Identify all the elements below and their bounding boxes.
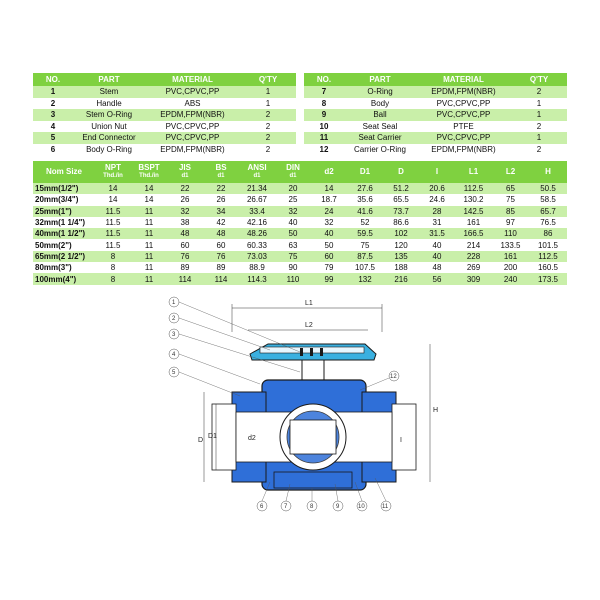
col-qty: Q'TY [240, 73, 296, 86]
cell-d2: 99 [311, 273, 347, 284]
cell-D: 65.5 [383, 194, 419, 205]
dimension-table-header [33, 161, 567, 183]
parts-row [304, 144, 567, 156]
cell-D: 86.6 [383, 217, 419, 228]
cell-nom-size: 65mm(2 1/2") [33, 251, 95, 262]
cell-D: 188 [383, 262, 419, 273]
parts-row [33, 86, 296, 98]
dimension-row [33, 206, 567, 217]
cell-H: 76.5 [529, 217, 567, 228]
dimension-row [33, 273, 567, 284]
cell-jis: 26 [167, 194, 203, 205]
cell-ansi: 26.67 [239, 194, 275, 205]
cell-D1: 41.6 [347, 206, 383, 217]
cell-jis: 38 [167, 217, 203, 228]
cell-L2: 65 [492, 183, 529, 194]
col-L1: L1 [455, 161, 492, 183]
cell-I: 28 [419, 206, 455, 217]
part-qty: 1 [511, 109, 567, 121]
part-qty: 2 [511, 144, 567, 156]
part-no: 4 [33, 121, 73, 133]
cell-D: 216 [383, 273, 419, 284]
cell-D: 135 [383, 251, 419, 262]
callout-1: 1 [172, 300, 176, 306]
cell-L2: 75 [492, 194, 529, 205]
cell-D1: 52 [347, 217, 383, 228]
cell-nom-size: 50mm(2") [33, 239, 95, 250]
cell-L1: 228 [455, 251, 492, 262]
cell-I: 48 [419, 262, 455, 273]
cell-ansi: 48.26 [239, 228, 275, 239]
parts-table-header [33, 73, 296, 86]
cell-bs: 42 [203, 217, 239, 228]
part-material: EPDM,FPM(NBR) [416, 144, 511, 156]
cell-din: 75 [275, 251, 311, 262]
cell-D1: 107.5 [347, 262, 383, 273]
part-material: PVC,CPVC,PP [145, 121, 240, 133]
label-l1: L1 [305, 300, 313, 307]
cell-jis: 89 [167, 262, 203, 273]
cell-din: 25 [275, 194, 311, 205]
col-ansi: ANSI d1 [239, 161, 275, 183]
part-no: 10 [304, 121, 344, 133]
col-no: NO. [33, 73, 73, 86]
cell-L1: 309 [455, 273, 492, 284]
cell-d2: 79 [311, 262, 347, 273]
cell-jis: 114 [167, 273, 203, 284]
part-no: 11 [304, 132, 344, 144]
valve-cross-section-drawing [150, 292, 450, 524]
cell-L2: 200 [492, 262, 529, 273]
cell-din: 110 [275, 273, 311, 284]
cell-D1: 132 [347, 273, 383, 284]
cell-L2: 85 [492, 206, 529, 217]
dimension-row [33, 239, 567, 250]
part-material: ABS [145, 98, 240, 110]
cell-H: 65.7 [529, 206, 567, 217]
cell-jis: 76 [167, 251, 203, 262]
part-name: Union Nut [73, 121, 145, 133]
col-bspt: BSPT Thd./in [131, 161, 167, 183]
dimension-row [33, 183, 567, 194]
cell-bs: 26 [203, 194, 239, 205]
cell-bs: 22 [203, 183, 239, 194]
cell-L1: 112.5 [455, 183, 492, 194]
cell-din: 32 [275, 206, 311, 217]
callout-10: 10 [358, 504, 365, 510]
part-qty: 1 [240, 98, 296, 110]
parts-row [33, 144, 296, 156]
part-material: PVC,CPVC,PP [416, 98, 511, 110]
part-material: PVC,CPVC,PP [145, 86, 240, 98]
cell-ansi: 114.3 [239, 273, 275, 284]
cell-H: 86 [529, 228, 567, 239]
part-qty: 2 [511, 121, 567, 133]
dimension-row [33, 194, 567, 205]
cell-jis: 32 [167, 206, 203, 217]
col-d2: d2 [311, 161, 347, 183]
cell-D: 73.7 [383, 206, 419, 217]
label-i: I [400, 437, 402, 444]
cell-bspt: 11 [131, 251, 167, 262]
cell-L2: 97 [492, 217, 529, 228]
parts-row [33, 109, 296, 121]
cell-nom-size: 100mm(4") [33, 273, 95, 284]
part-no: 12 [304, 144, 344, 156]
cell-d2: 32 [311, 217, 347, 228]
dimension-table [33, 161, 567, 285]
cell-D: 120 [383, 239, 419, 250]
cell-D1: 27.6 [347, 183, 383, 194]
cell-d2: 60 [311, 251, 347, 262]
parts-row [304, 86, 567, 98]
cell-bs: 76 [203, 251, 239, 262]
col-material: MATERIAL [145, 73, 240, 86]
part-material: EPDM,FPM(NBR) [145, 109, 240, 121]
cell-bspt: 11 [131, 228, 167, 239]
cell-bspt: 11 [131, 206, 167, 217]
parts-row [304, 109, 567, 121]
cell-L1: 130.2 [455, 194, 492, 205]
cell-bs: 60 [203, 239, 239, 250]
handle [250, 344, 376, 360]
callout-5: 5 [172, 370, 176, 376]
part-no: 8 [304, 98, 344, 110]
part-no: 3 [33, 109, 73, 121]
cell-ansi: 60.33 [239, 239, 275, 250]
cell-jis: 22 [167, 183, 203, 194]
cell-npt: 11.5 [95, 217, 131, 228]
dimension-l2 [248, 322, 368, 330]
cell-I: 40 [419, 239, 455, 250]
cell-D1: 87.5 [347, 251, 383, 262]
cell-ansi: 42.16 [239, 217, 275, 228]
col-npt: NPT Thd./in [95, 161, 131, 183]
part-no: 5 [33, 132, 73, 144]
dimension-row [33, 217, 567, 228]
part-no: 2 [33, 98, 73, 110]
label-d1-upper: D1 [208, 433, 217, 440]
part-no: 7 [304, 86, 344, 98]
valve-body [212, 380, 416, 490]
cell-npt: 14 [95, 183, 131, 194]
part-no: 1 [33, 86, 73, 98]
cell-ansi: 73.03 [239, 251, 275, 262]
part-material: PVC,CPVC,PP [416, 109, 511, 121]
col-din: DIN d1 [275, 161, 311, 183]
part-name: O-Ring [344, 86, 416, 98]
cell-din: 20 [275, 183, 311, 194]
part-name: Stem O-Ring [73, 109, 145, 121]
dimension-row [33, 262, 567, 273]
cell-D1: 35.6 [347, 194, 383, 205]
cell-jis: 48 [167, 228, 203, 239]
cell-I: 31 [419, 217, 455, 228]
dimension-row [33, 228, 567, 239]
cell-jis: 60 [167, 239, 203, 250]
parts-table-right [304, 73, 567, 155]
cell-bs: 114 [203, 273, 239, 284]
callout-6: 6 [260, 504, 264, 510]
part-material: PVC,CPVC,PP [145, 132, 240, 144]
part-name: Seat Seal [344, 121, 416, 133]
dimension-row [33, 251, 567, 262]
part-qty: 1 [511, 98, 567, 110]
cell-bspt: 11 [131, 262, 167, 273]
parts-row [33, 132, 296, 144]
cell-D: 102 [383, 228, 419, 239]
cell-I: 31.5 [419, 228, 455, 239]
cell-bspt: 11 [131, 273, 167, 284]
part-material: EPDM,FPM(NBR) [416, 86, 511, 98]
callout-4: 4 [172, 352, 176, 358]
parts-table-left [33, 73, 296, 155]
col-nom-size: Nom Size [33, 161, 95, 183]
cell-din: 63 [275, 239, 311, 250]
callout-8: 8 [310, 504, 314, 510]
callout-3: 3 [172, 332, 176, 338]
cell-ansi: 21.34 [239, 183, 275, 194]
col-I: I [419, 161, 455, 183]
parts-table-header [304, 73, 567, 86]
part-name: Ball [344, 109, 416, 121]
parts-row [33, 121, 296, 133]
cell-H: 50.5 [529, 183, 567, 194]
cell-nom-size: 32mm(1 1/4") [33, 217, 95, 228]
col-D1: D1 [347, 161, 383, 183]
cell-d2: 50 [311, 239, 347, 250]
cell-d2: 14 [311, 183, 347, 194]
col-D: D [383, 161, 419, 183]
cell-bspt: 11 [131, 217, 167, 228]
col-L2: L2 [492, 161, 529, 183]
part-no: 6 [33, 144, 73, 156]
cell-npt: 11.5 [95, 239, 131, 250]
label-d2: d2 [248, 435, 256, 442]
part-qty: 1 [240, 86, 296, 98]
cell-I: 20.6 [419, 183, 455, 194]
cell-L2: 161 [492, 251, 529, 262]
cell-H: 160.5 [529, 262, 567, 273]
cell-H: 112.5 [529, 251, 567, 262]
part-material: EPDM,FPM(NBR) [145, 144, 240, 156]
cell-D1: 75 [347, 239, 383, 250]
part-qty: 2 [240, 144, 296, 156]
part-name: Seat Carrier [344, 132, 416, 144]
label-d: D [198, 437, 204, 444]
part-qty: 2 [511, 86, 567, 98]
parts-row [304, 98, 567, 110]
col-material: MATERIAL [416, 73, 511, 86]
cell-L1: 142.5 [455, 206, 492, 217]
cell-npt: 11.5 [95, 228, 131, 239]
cell-ansi: 88.9 [239, 262, 275, 273]
part-no: 9 [304, 109, 344, 121]
cell-L2: 133.5 [492, 239, 529, 250]
part-qty: 1 [511, 132, 567, 144]
cell-npt: 8 [95, 273, 131, 284]
part-qty: 2 [240, 132, 296, 144]
part-name: Carrier O-Ring [344, 144, 416, 156]
cell-din: 40 [275, 217, 311, 228]
cell-npt: 8 [95, 251, 131, 262]
cell-nom-size: 25mm(1") [33, 206, 95, 217]
cell-din: 90 [275, 262, 311, 273]
cell-bs: 89 [203, 262, 239, 273]
part-name: Handle [73, 98, 145, 110]
cell-bspt: 14 [131, 183, 167, 194]
callout-12: 12 [390, 374, 397, 380]
part-name: End Connector [73, 132, 145, 144]
cell-H: 58.5 [529, 194, 567, 205]
label-l2: L2 [305, 322, 313, 329]
part-name: Body [344, 98, 416, 110]
cell-nom-size: 80mm(3") [33, 262, 95, 273]
cell-I: 56 [419, 273, 455, 284]
col-no: NO. [304, 73, 344, 86]
part-material: PTFE [416, 121, 511, 133]
callout-11: 11 [382, 504, 389, 510]
cell-I: 24.6 [419, 194, 455, 205]
callout-2: 2 [172, 316, 176, 322]
cell-nom-size: 15mm(1/2") [33, 183, 95, 194]
parts-row [33, 98, 296, 110]
cell-L2: 110 [492, 228, 529, 239]
col-part: PART [73, 73, 145, 86]
cell-d2: 18.7 [311, 194, 347, 205]
part-name: Stem [73, 86, 145, 98]
col-part: PART [344, 73, 416, 86]
cell-D: 51.2 [383, 183, 419, 194]
cell-I: 40 [419, 251, 455, 262]
cell-npt: 11.5 [95, 206, 131, 217]
part-material: PVC,CPVC,PP [416, 132, 511, 144]
callout-7: 7 [284, 504, 288, 510]
col-H: H [529, 161, 567, 183]
cell-npt: 8 [95, 262, 131, 273]
cell-bs: 34 [203, 206, 239, 217]
cell-L1: 161 [455, 217, 492, 228]
cell-din: 50 [275, 228, 311, 239]
col-qty: Q'TY [511, 73, 567, 86]
cell-L1: 166.5 [455, 228, 492, 239]
cell-bspt: 11 [131, 239, 167, 250]
col-jis: JIS d1 [167, 161, 203, 183]
cell-d2: 40 [311, 228, 347, 239]
part-name: Body O-Ring [73, 144, 145, 156]
part-qty: 2 [240, 121, 296, 133]
parts-row [304, 121, 567, 133]
part-qty: 2 [240, 109, 296, 121]
cell-bspt: 14 [131, 194, 167, 205]
cell-npt: 14 [95, 194, 131, 205]
cell-d2: 24 [311, 206, 347, 217]
cell-D1: 59.5 [347, 228, 383, 239]
cell-H: 101.5 [529, 239, 567, 250]
cell-nom-size: 40mm(1 1/2") [33, 228, 95, 239]
cell-nom-size: 20mm(3/4") [33, 194, 95, 205]
parts-row [304, 132, 567, 144]
cell-L1: 214 [455, 239, 492, 250]
cell-bs: 48 [203, 228, 239, 239]
col-bs: BS d1 [203, 161, 239, 183]
cell-H: 173.5 [529, 273, 567, 284]
stem [302, 360, 324, 382]
cell-ansi: 33.4 [239, 206, 275, 217]
cell-L1: 269 [455, 262, 492, 273]
callout-9: 9 [336, 504, 340, 510]
label-h: H [433, 407, 439, 414]
cell-L2: 240 [492, 273, 529, 284]
